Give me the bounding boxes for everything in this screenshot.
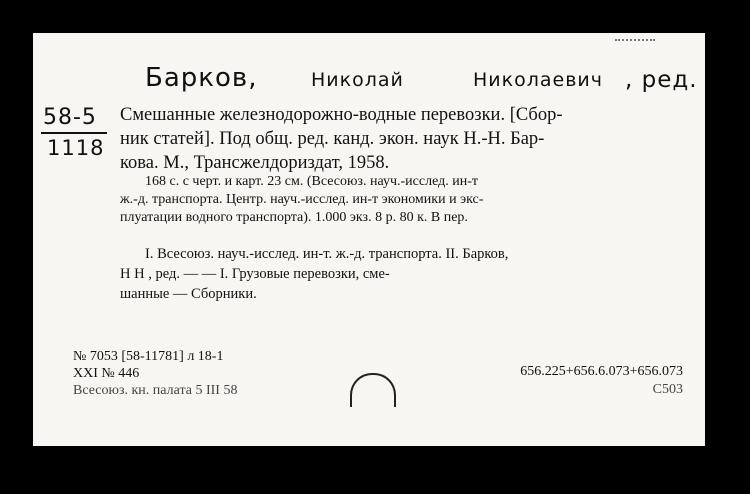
record-line-3: Всесоюз. кн. палата 5 III 58 <box>73 383 238 398</box>
handwritten-author-surname: Барков, <box>145 63 258 93</box>
classification-line-2: С503 <box>652 382 683 397</box>
title-line-3: кова. М., Трансжелдориздат, 1958. <box>120 153 390 173</box>
handwritten-author-name: Николай <box>311 69 404 91</box>
record-line-1: № 7053 [58-11781] л 18-1 <box>73 349 224 364</box>
stamp-mark <box>350 373 396 407</box>
title-line-1: Смешанные железнодорожно-водные перевозки. [Сбор- <box>120 105 563 125</box>
description-line-3: плуатации водного транспорта). 1.000 экз. 8 р. 80 к. В пер. <box>120 210 468 225</box>
handwritten-author-patronymic: Николаевич <box>473 69 603 91</box>
classification-line-1: 656.225+656.6.073+656.073 <box>520 364 683 379</box>
call-number-divider <box>41 132 107 134</box>
record-line-2: XXI № 446 <box>73 366 140 381</box>
tracing-line-2: Н Н , ред. — — I. Грузовые перевозки, сме- <box>120 266 390 282</box>
call-number-top: 58-5 <box>43 105 97 130</box>
description-line-1: 168 с. с черт. и карт. 23 см. (Всесоюз. науч.-исслед. ин-т <box>145 174 478 189</box>
title-line-2: ник статей]. Под общ. ред. канд. экон. наук Н.-Н. Бар- <box>120 129 545 149</box>
corner-smudge <box>615 39 655 49</box>
tracing-line-3: шанные — Сборники. <box>120 286 257 302</box>
catalog-card <box>33 33 705 446</box>
handwritten-author-role: , ред. <box>625 67 698 93</box>
tracing-line-1: I. Всесоюз. науч.-исслед. ин-т. ж.-д. транспорта. II. Барков, <box>145 246 509 262</box>
description-line-2: ж.-д. транспорта. Центр. науч.-исслед. ин-т экономики и экс- <box>120 192 484 207</box>
call-number-bottom: 1118 <box>47 136 105 160</box>
